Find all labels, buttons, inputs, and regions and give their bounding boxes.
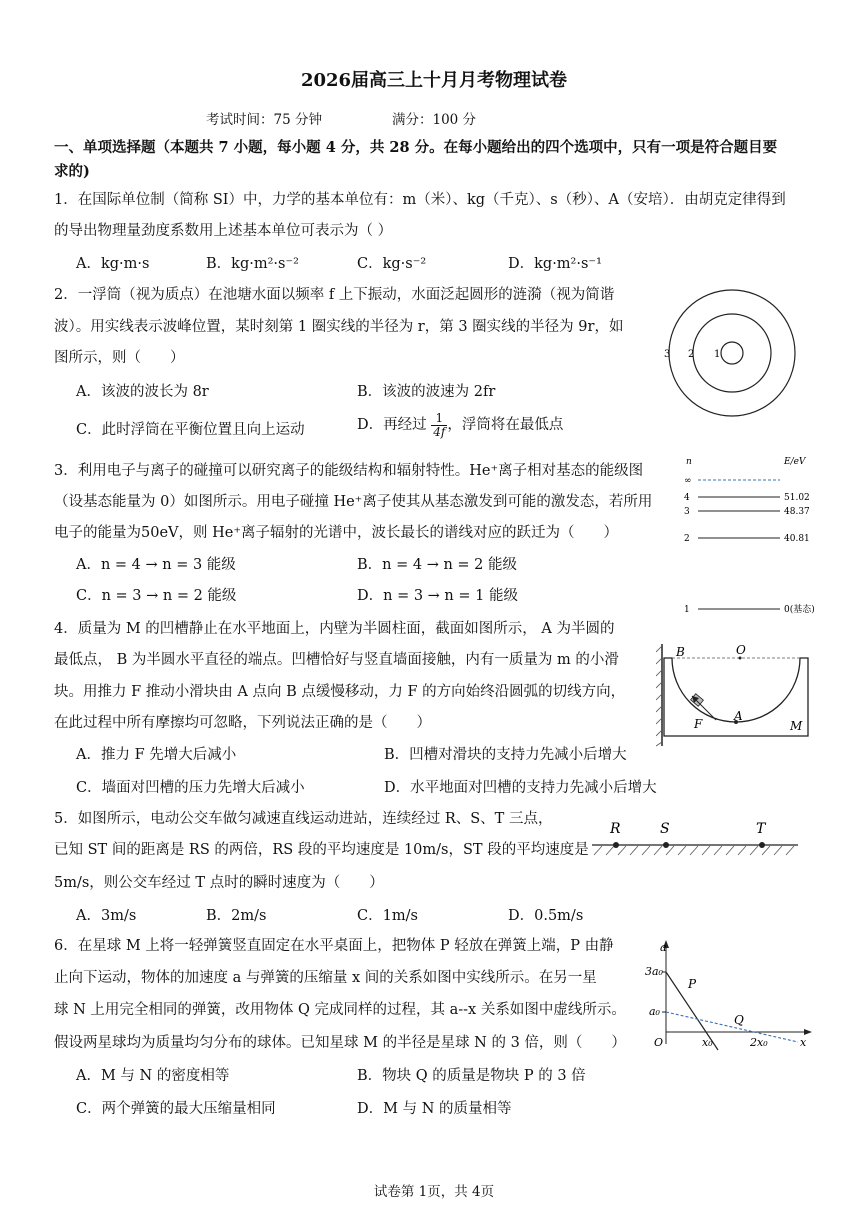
q2-option-d	[357, 412, 563, 438]
label-a: A	[734, 709, 743, 723]
ripple-label-3: 3	[664, 349, 671, 360]
q1-line1: 1．在国际单位制（简称 SI）中，力学的基本单位有：m（米）、kg（千克）、s（秒）、A（安培）．由胡克定律得到	[54, 192, 786, 208]
page-title: 2026届高三上十月月考物理试卷	[300, 70, 568, 91]
point-t	[759, 842, 765, 848]
fraction-numerator: 1	[431, 412, 447, 426]
full-score: 满分：100 分	[391, 112, 477, 128]
q6-line3: 球 N 上用完全相同的弹簧，改用物体 Q 完成同样的过程，其 a--x 关系如图中虚线所示。	[54, 1002, 626, 1018]
level-3-n: 3	[684, 507, 690, 517]
q1-option-b: B．kg·m²·s⁻²	[206, 256, 299, 272]
q3-line3: 电子的能量为50eV，则 He⁺离子辐射的光谱中，波长最长的谱线对应的跃迁为（ ）	[54, 525, 618, 541]
q1-option-a: A．kg·m·s	[76, 256, 150, 272]
q4-line1: 4．质量为 M 的凹槽静止在水平地面上，内壁为半圆柱面，截面如图所示， A 为半圆的	[54, 621, 615, 637]
line-p-upper	[666, 972, 706, 1032]
q2-option-d-prefix: D．再经过	[357, 417, 427, 434]
road-hatch	[594, 846, 794, 855]
q5-line1: 5．如图所示，电动公交车做匀减速直线运动进站，连续经过 R、S、T 三点，	[54, 811, 553, 827]
q6-option-d: D．M 与 N 的质量相等	[357, 1101, 512, 1117]
level-1-energy: 0(基态)	[784, 605, 815, 615]
q5-option-b: B．2m/s	[206, 908, 267, 924]
q4-line3: 块。用推力 F 推动小滑块由 A 点向 B 点缓慢移动，力 F 的方向始终沿圆弧的切线方向，	[54, 684, 626, 700]
graph-label-a0: a₀	[649, 1005, 660, 1018]
graph-label-2x0: 2x₀	[750, 1036, 768, 1049]
q6-option-c: C．两个弹簧的最大压缩量相同	[76, 1101, 276, 1117]
point-s	[663, 842, 669, 848]
q3-option-a: A．n = 4 → n = 3 能级	[76, 557, 236, 573]
q1-option-d: D．kg·m²·s⁻¹	[508, 256, 602, 272]
x-axis-arrow	[804, 1029, 812, 1035]
n-axis-label: n	[686, 457, 692, 467]
label-r: R	[610, 821, 621, 837]
q4-line2: 最低点， B 为半圆水平直径的端点。凹槽恰好与竖直墙面接触，内有一质量为 m 的小滑	[54, 652, 619, 668]
q6-option-b: B．物块 Q 的质量是物块 P 的 3 倍	[357, 1068, 586, 1084]
q3-option-b: B．n = 4 → n = 2 能级	[357, 557, 517, 573]
label-m: M	[790, 719, 803, 733]
graph-label-a: a	[660, 941, 667, 954]
page-footer: 试卷第 1页，共 4页	[373, 1184, 495, 1200]
exam-meta	[206, 108, 546, 128]
graph-label-q: Q	[734, 1013, 744, 1027]
line-q	[666, 1012, 798, 1042]
q4-option-b: B．凹槽对滑块的支持力先减小后增大	[384, 747, 627, 763]
q5-option-c: C．1m/s	[357, 908, 418, 924]
acceleration-graph	[640, 938, 816, 1056]
q6-line1: 6．在星球 M 上将一轻弹簧竖直固定在水平桌面上，把物体 P 轻放在弹簧上端，P 由静	[54, 938, 614, 954]
q2-option-d-suffix: ，浮筒将在最低点	[447, 417, 564, 434]
label-b: B	[676, 645, 685, 659]
level-3-energy: 48.37	[784, 507, 810, 517]
q1-line2: 的导出物理量劲度系数用上述基本单位可表示为（ ）	[54, 223, 393, 239]
q5-line2: 已知 ST 间的距离是 RS 的两倍，RS 段的平均速度是 10m/s，ST 段的平均速度是	[54, 842, 589, 858]
label-f: F	[694, 717, 703, 731]
graph-label-x: x	[800, 1036, 807, 1049]
q4-option-d: D．水平地面对凹槽的支持力先减小后增大	[384, 780, 657, 796]
level-inf-n: ∞	[684, 476, 692, 486]
q6-option-a: A．M 与 N 的密度相等	[76, 1068, 230, 1084]
ripple-label-2: 2	[688, 349, 695, 360]
graph-label-x0: x₀	[702, 1036, 713, 1049]
fraction	[431, 412, 447, 438]
q2-option-c: C．此时浮筒在平衡位置且向上运动	[76, 422, 305, 438]
ripple-figure	[660, 285, 800, 425]
q6-line4: 假设两星球均为质量均匀分布的球体。已知星球 M 的半径是星球 N 的 3 倍，则（ ）	[54, 1035, 626, 1051]
fraction-denominator: 4f	[433, 424, 446, 439]
q3-line2: （设基态能量为 0）如图所示。用电子碰撞 He⁺离子使其从基态激发到可能的激发态，若所用	[54, 494, 653, 510]
section-heading-line1: 一、单项选择题（本题共 7 小题，每小题 4 分，共 28 分。在每小题给出的四个选项中，只有一项是符合题目要	[54, 139, 778, 156]
q2-line1: 2．一浮筒（视为质点）在池塘水面以频率 f 上下振动，水面泛起圆形的涟漪（视为简谐	[54, 287, 615, 303]
q2-option-a: A．该波的波长为 8r	[76, 384, 209, 400]
section-heading-line2: 求的)	[54, 163, 90, 180]
level-4-n: 4	[684, 493, 690, 503]
q4-line4: 在此过程中所有摩擦均可忽略，下列说法正确的是（ ）	[54, 715, 431, 731]
exam-time: 考试时间：75 分钟	[206, 112, 322, 128]
groove-body	[664, 658, 808, 736]
q5-option-d: D．0.5m/s	[508, 908, 584, 924]
ripple-label-1: 1	[714, 349, 721, 360]
label-o: O	[736, 643, 746, 657]
q2-line2: 波）。用实线表示波峰位置，某时刻第 1 圈实线的半径为 r，第 3 圈实线的半径为 9r，如	[54, 319, 624, 335]
level-2-n: 2	[684, 534, 690, 544]
ripple-circle-1	[721, 342, 743, 364]
level-2-energy: 40.81	[784, 534, 810, 544]
ripple-circle-2	[693, 314, 771, 392]
q2-option-b: B．该波的波速为 2fr	[357, 384, 496, 400]
q5-option-a: A．3m/s	[76, 908, 137, 924]
q3-option-d: D．n = 3 → n = 1 能级	[357, 588, 518, 604]
q3-line1: 3．利用电子与离子的碰撞可以研究离子的能级结构和辐射特性。He⁺离子相对基态的能级图	[54, 463, 644, 479]
q3-option-c: C．n = 3 → n = 2 能级	[76, 588, 237, 604]
label-t: T	[756, 821, 766, 837]
road-figure	[588, 815, 802, 863]
graph-label-3a0: 3a₀	[645, 965, 663, 978]
q4-option-c: C．墙面对凹槽的压力先增大后减小	[76, 780, 305, 796]
energy-level-diagram	[676, 452, 826, 622]
q5-line3: 5m/s，则公交车经过 T 点时的瞬时速度为（ ）	[54, 875, 384, 891]
wall-hatch	[656, 646, 662, 746]
q6-line2: 止向下运动，物体的加速度 a 与弹簧的压缩量 x 间的关系如图中实线所示。在另一星	[54, 970, 597, 986]
graph-label-p: P	[688, 977, 697, 991]
q2-line3: 图所示，则（ ）	[54, 350, 185, 366]
point-r	[613, 842, 619, 848]
groove-figure	[656, 638, 816, 748]
energy-axis-label: E/eV	[784, 457, 806, 467]
q1-option-c: C．kg·s⁻²	[357, 256, 427, 272]
graph-label-origin: O	[654, 1036, 664, 1049]
q4-option-a: A．推力 F 先增大后减小	[76, 747, 237, 763]
label-s: S	[660, 821, 670, 837]
level-1-n: 1	[684, 605, 690, 615]
level-4-energy: 51.02	[784, 493, 810, 503]
